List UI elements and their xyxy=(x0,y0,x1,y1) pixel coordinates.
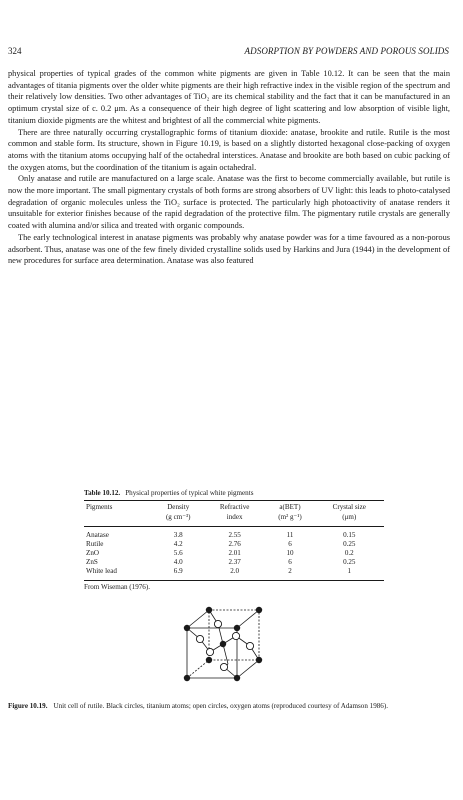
table-cell: Anatase xyxy=(86,530,109,539)
table-cell: 0.15 xyxy=(343,530,356,539)
table-cell: 3.8 xyxy=(173,530,183,539)
table-cell: 2.76 xyxy=(228,539,241,548)
table-label: Table 10.12. xyxy=(84,489,121,497)
table-cell: Rutile xyxy=(86,539,104,548)
column-header: Refractive xyxy=(204,501,266,514)
body-text xyxy=(8,68,450,267)
page-number: 324 xyxy=(8,46,22,56)
paragraph: physical properties of typical grades of the common white pigments are given in Table 10.12. It can be seen that the main advantages of titania pigments over the older white pigments are their high refractive index in the visible region of the spectrum and their relatively low densities. Two other advantages of TiO₂ are its chemical stability and the fact that it can be manufactured in an optimum crystal size of c. 0.2 μm. As a consequence of their high degree of light scattering and low absorption of visible light, titanium dioxide pigments are the whitest and brightest of all the commercial white pigments. xyxy=(8,69,450,125)
oxygen-atom xyxy=(206,648,213,655)
table-title: Physical properties of typical white pigments xyxy=(125,489,254,497)
oxygen-atom xyxy=(196,635,203,642)
table-cell: ZnO xyxy=(86,549,100,558)
column-header: Pigments xyxy=(84,501,153,514)
table-row xyxy=(84,526,384,540)
table-header-row xyxy=(84,501,384,514)
table-cell: 2 xyxy=(265,567,314,580)
table-cell: 2.55 xyxy=(228,530,241,539)
column-unit xyxy=(84,513,153,526)
table-caption xyxy=(84,489,384,498)
titanium-atom xyxy=(256,607,262,613)
oxygen-atom xyxy=(232,632,239,639)
table-cell: 6.9 xyxy=(153,567,204,580)
column-header: Density xyxy=(153,501,204,514)
table-source-note: From Wiseman (1976). xyxy=(84,582,150,591)
table-cell: ZnS xyxy=(86,558,98,567)
table-cell: 4.2 xyxy=(173,539,183,548)
table-units-row xyxy=(84,513,384,526)
column-header: Crystal size xyxy=(315,501,384,514)
titanium-atom xyxy=(256,657,262,663)
titanium-atom xyxy=(184,675,190,681)
figure-label: Figure 10.19. xyxy=(8,702,48,710)
table-cell: 4.0 xyxy=(173,558,183,567)
paragraph: Only anatase and rutile are manufactured on a large scale. Anatase was the first to become commercially available, but rutile is now the more important. The small pigmentary crystals of both forms are strong absorbers of UV light: this leads to photo-catalysed degradation of organic molecules unless the TiO₂ surface is protected. The particularly high photoactivity of anatase renders it unsuitable for exterior finishes because of the rapid degradation of the protective film. The pigmentary rutile crystals are generally coated with alumina and/or silica and treated with organic compounds. xyxy=(8,174,450,231)
titanium-atom xyxy=(184,625,190,631)
titanium-atom xyxy=(234,675,240,681)
table-row xyxy=(84,567,384,580)
column-unit: (μm) xyxy=(315,513,384,526)
table-row xyxy=(84,558,384,567)
table-cell: 10 xyxy=(286,549,294,558)
table-cell: 6 xyxy=(288,539,292,548)
figure-caption-text: Unit cell of rutile. Black circles, titanium atoms; open circles, oxygen atoms (reproduced courtesy of Adamson 1986). xyxy=(53,702,388,710)
table-cell: 6 xyxy=(288,558,292,567)
column-header: a(BET) xyxy=(265,501,314,514)
table-cell: 2.37 xyxy=(228,558,241,567)
running-head: ADSORPTION BY POWDERS AND POROUS SOLIDS xyxy=(244,46,449,56)
titanium-atom xyxy=(206,607,212,613)
table-cell: 0.25 xyxy=(343,558,356,567)
table-row xyxy=(84,549,384,558)
titanium-atom xyxy=(234,625,240,631)
table-cell: 2.0 xyxy=(204,567,266,580)
page-header xyxy=(8,44,449,58)
oxygen-atom xyxy=(214,620,221,627)
column-unit: index xyxy=(204,513,266,526)
table-cell: White lead xyxy=(84,567,153,580)
titanium-atom xyxy=(220,641,226,647)
column-unit: (m² g⁻¹) xyxy=(265,513,314,526)
rutile-unit-cell-diagram xyxy=(173,602,273,686)
table-cell: 11 xyxy=(286,530,294,539)
data-table xyxy=(84,500,384,580)
oxygen-atom xyxy=(220,663,227,670)
paragraph: There are three naturally occurring crystallographic forms of titanium dioxide: anatase, brookite and rutile. Rutile is the most common and stable form. Its structure, shown in Figure 10.19, is based on a slightly distorted hexagonal close-packing of oxygen atoms with the titanium atoms occupying half of the octahedral interstices. Anatase and brookite are both based on cubic packing of the oxygen atoms, but the coordination of the titanium is again octahedral. xyxy=(8,127,450,172)
column-unit: (g cm⁻³) xyxy=(153,513,204,526)
table-cell: 5.6 xyxy=(173,549,183,558)
table-cell: 0.25 xyxy=(343,539,356,548)
oxygen-atom xyxy=(246,642,253,649)
figure-caption xyxy=(8,702,450,712)
table-cell: 0.2 xyxy=(344,549,354,558)
titanium-atom xyxy=(206,657,212,663)
table-cell: 1 xyxy=(315,567,384,580)
paragraph: The early technological interest in anatase pigments was probably why anatase powder was for a time favoured as a non-porous adsorbent. Thus, anatase was one of the few finely divided crystalline solids used by Harkins and Jura (1944) in the development of new procedures for surface area determination. Anatase was also featured xyxy=(8,232,450,266)
table-row xyxy=(84,540,384,549)
properties-table xyxy=(84,489,384,592)
table-cell: 2.01 xyxy=(228,549,241,558)
